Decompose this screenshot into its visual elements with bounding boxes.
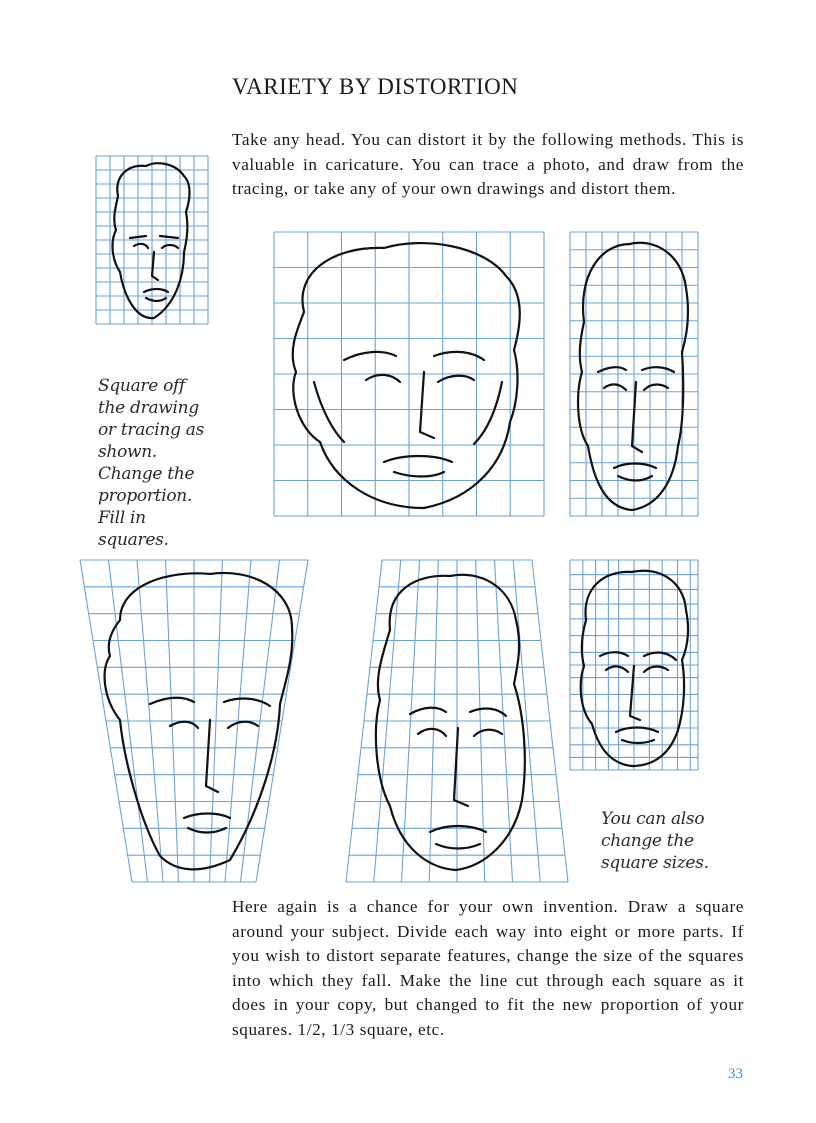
page-title: VARIETY BY DISTORTION (232, 74, 519, 99)
note-square-sizes (601, 808, 713, 874)
original-head-figure (96, 156, 208, 324)
intro-paragraph: Take any head. You can distort it by the following methods. This is valuable in caricature. You can trace a photo, and draw from the tracing, or take any of your own drawings and distort them. (232, 130, 744, 199)
note-square-off-text: Square off the drawing or tracing as shown. Change the proportion. Fill in squares. (98, 376, 205, 550)
narrowed-head-figure (570, 232, 698, 516)
widened-head-figure (274, 232, 544, 516)
bottom-wide-head-figure (346, 560, 568, 882)
outro-paragraph: Here again is a chance for your own invention. Draw a square around your subject. Divide each way into eight or more parts. If you wish to distort separate features, change the size of the squares into which they fall. Make the line cut through each square as it does in your copy, but changed to fit the new proportion of your squares. 1/2, 1/3 square, etc. (232, 897, 744, 1039)
top-wide-head-figure (80, 560, 308, 882)
note-square-off (98, 375, 216, 551)
page-number: 33 (728, 1066, 743, 1082)
note-square-sizes-text: You can also change the square sizes. (601, 809, 709, 873)
unequal-squares-head-figure (570, 560, 698, 770)
